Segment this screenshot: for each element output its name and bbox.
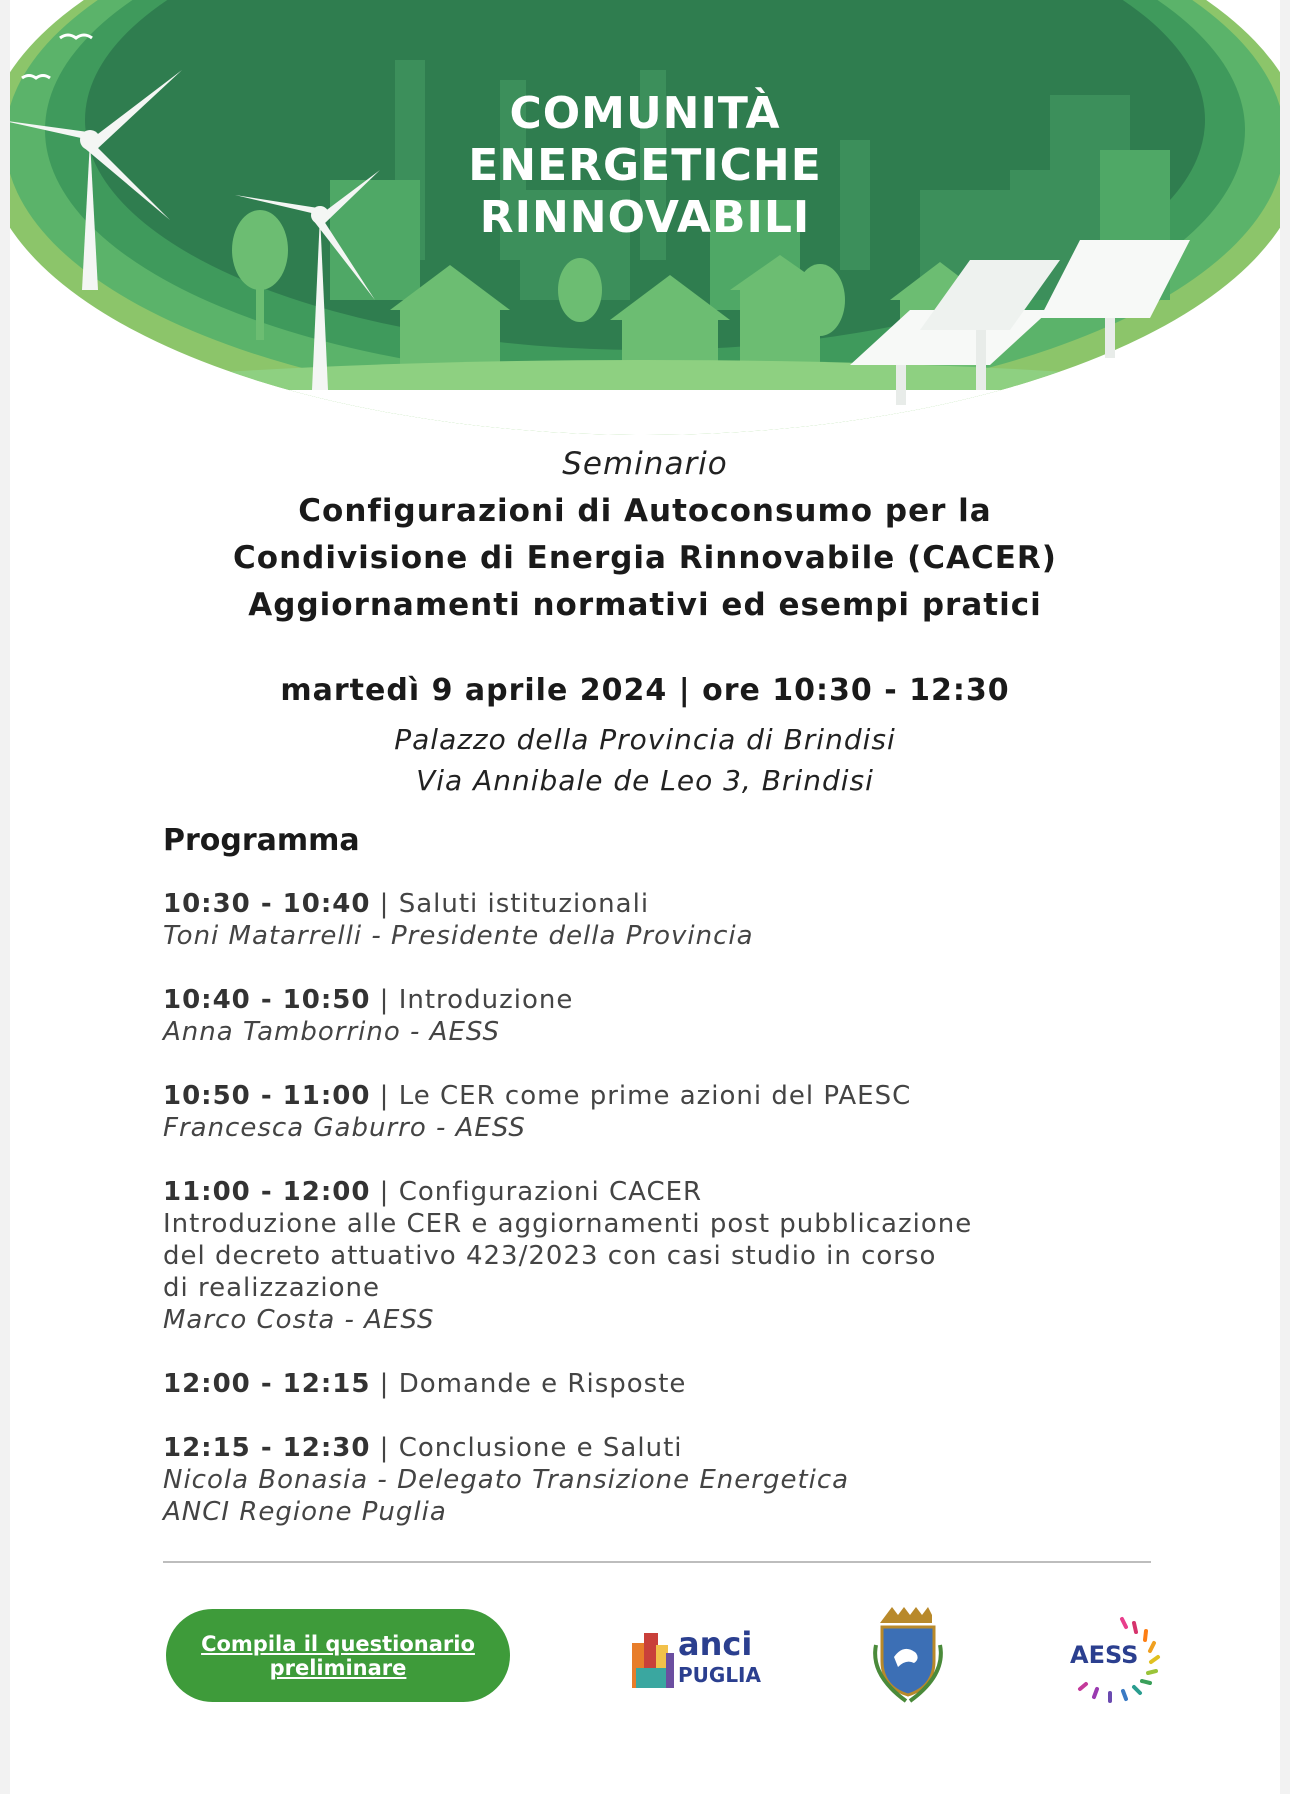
program-description: di realizzazione bbox=[163, 1273, 380, 1303]
anci-puglia-logo: anci PUGLIA bbox=[630, 1623, 780, 1693]
program-time: 10:30 - 10:40 bbox=[163, 889, 371, 919]
footer-divider bbox=[163, 1561, 1151, 1563]
program-description: del decreto attuativo 423/2023 con casi studio in corso bbox=[163, 1241, 937, 1271]
program-time: 10:40 - 10:50 bbox=[163, 985, 371, 1015]
program-speaker: Francesca Gaburro - AESS bbox=[163, 1113, 526, 1143]
survey-button[interactable]: Compila il questionario preliminare bbox=[166, 1609, 510, 1702]
program-time: 11:00 - 12:00 bbox=[163, 1177, 371, 1207]
program-item: 10:40 - 10:50 | Introduzione Anna Tamborrino - AESS bbox=[163, 984, 1163, 1048]
program-title: Le CER come prime azioni del PAESC bbox=[398, 1081, 912, 1111]
banner-title: COMUNITÀ ENERGETICHE RINNOVABILI bbox=[468, 88, 822, 243]
program-speaker: Anna Tamborrino - AESS bbox=[163, 1017, 500, 1047]
program-item: 11:00 - 12:00 | Configurazioni CACER Introduzione alle CER e aggiornamenti post pubblicazione del decreto attuativo 423/2023 con casi studio in corso di realizzazione Marco Costa - AESS bbox=[163, 1176, 1163, 1336]
event-date-time: martedì 9 aprile 2024 | ore 10:30 - 12:30 bbox=[280, 673, 1010, 708]
program-title: Configurazioni CACER bbox=[398, 1177, 703, 1207]
program-speaker: ANCI Regione Puglia bbox=[163, 1497, 447, 1527]
program-speaker: Nicola Bonasia - Delegato Transizione Energetica bbox=[163, 1465, 850, 1495]
flyer-page bbox=[10, 0, 1280, 1794]
seminar-title: Configurazioni di Autoconsumo per la Condivisione di Energia Rinnovabile (CACER) Aggiornamenti normativi ed esempi pratici bbox=[233, 493, 1057, 623]
program-speaker: Marco Costa - AESS bbox=[163, 1305, 435, 1335]
program-item: 12:15 - 12:30 | Conclusione e Saluti Nicola Bonasia - Delegato Transizione Energetica ANCI Regione Puglia bbox=[163, 1432, 1163, 1528]
program-list bbox=[163, 888, 1163, 1560]
program-time: 10:50 - 11:00 bbox=[163, 1081, 371, 1111]
provincia-brindisi-crest-icon bbox=[868, 1605, 948, 1705]
program-description: Introduzione alle CER e aggiornamenti post pubblicazione bbox=[163, 1209, 973, 1239]
program-item: 10:50 - 11:00 | Le CER come prime azioni del PAESC Francesca Gaburro - AESS bbox=[163, 1080, 1163, 1144]
program-title: Conclusione e Saluti bbox=[398, 1433, 683, 1463]
header-banner bbox=[10, 0, 1280, 440]
program-title: Domande e Risposte bbox=[398, 1369, 687, 1399]
aess-logo: AESS bbox=[1050, 1613, 1166, 1703]
program-time: 12:15 - 12:30 bbox=[163, 1433, 371, 1463]
program-time: 12:00 - 12:15 bbox=[163, 1369, 371, 1399]
program-heading: Programma bbox=[163, 823, 360, 858]
seminar-label: Seminario bbox=[562, 446, 728, 482]
program-speaker: Toni Matarrelli - Presidente della Provincia bbox=[163, 921, 754, 951]
event-venue: Palazzo della Provincia di Brindisi Via Annibale de Leo 3, Brindisi bbox=[394, 723, 896, 797]
program-item: 10:30 - 10:40 | Saluti istituzionali Toni Matarrelli - Presidente della Provincia bbox=[163, 888, 1163, 952]
program-title: Saluti istituzionali bbox=[398, 889, 650, 919]
program-item: 12:00 - 12:15 | Domande e Risposte bbox=[163, 1369, 687, 1399]
program-title: Introduzione bbox=[398, 985, 574, 1015]
